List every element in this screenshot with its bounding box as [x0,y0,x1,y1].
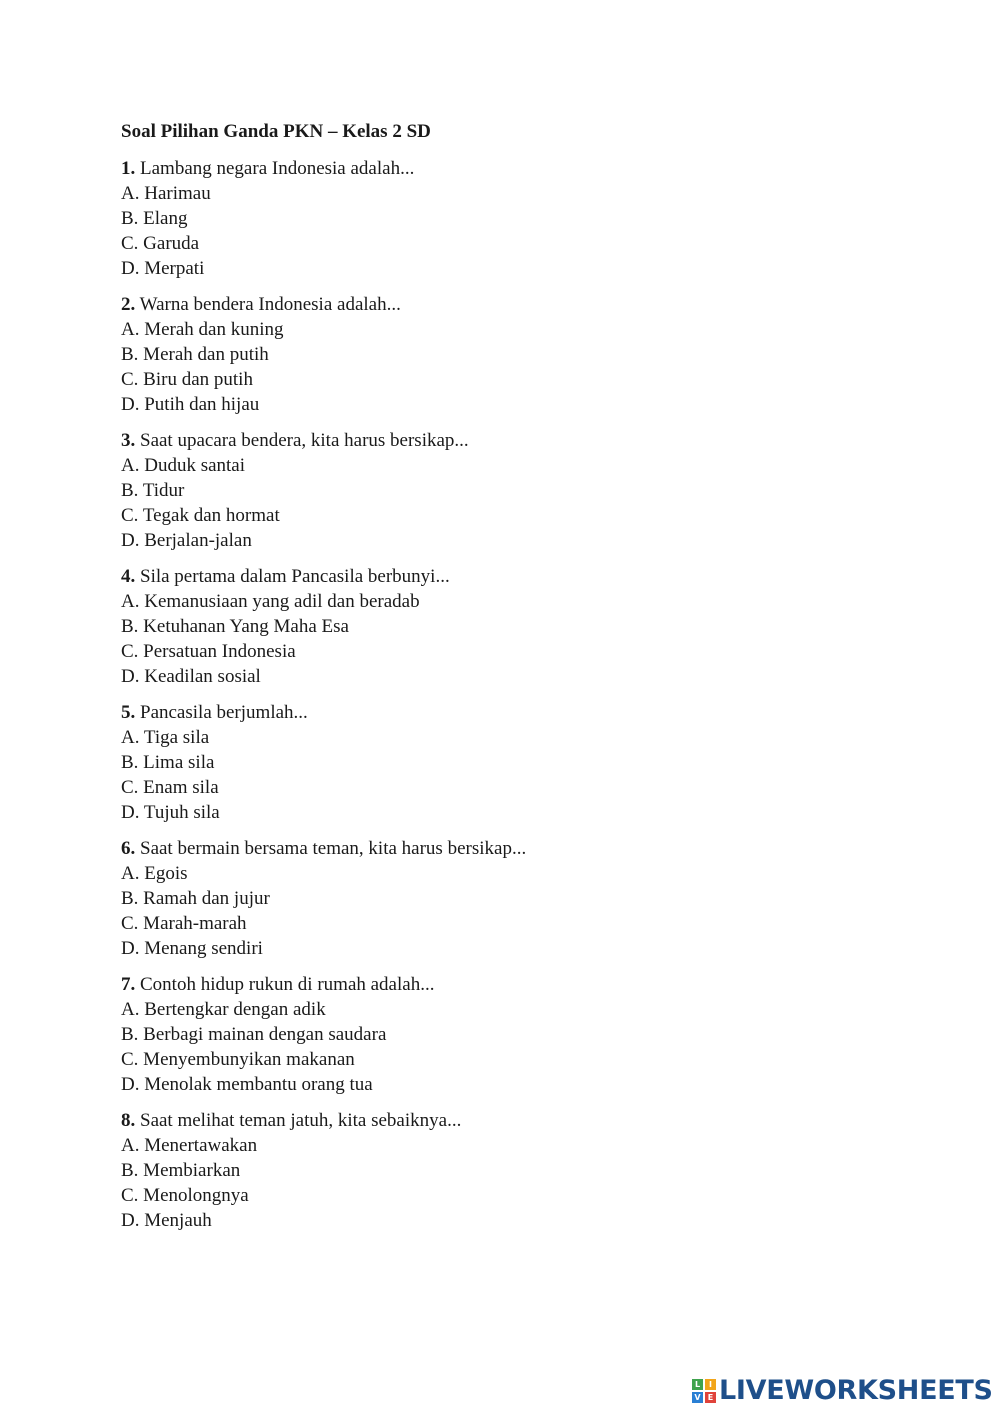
option-c: C. Tegak dan hormat [121,505,280,526]
question-text: Saat bermain bersama teman, kita harus bersikap... [140,838,527,859]
option-a: A. Kemanusiaan yang adil dan beradab [121,591,420,612]
question-number: 4. [121,566,136,587]
question-6 [121,836,901,961]
option-d: D. Putih dan hijau [121,394,260,415]
option-a: A. Duduk santai [121,455,246,476]
option-d: D. Menjauh [121,1210,212,1231]
option-a: A. Bertengkar dengan adik [121,999,326,1020]
option-c: C. Biru dan putih [121,369,253,390]
question-text: Saat melihat teman jatuh, kita sebaiknya... [140,1110,462,1131]
logo-square-orange: I [705,1379,716,1390]
question-1 [121,156,901,281]
logo-square-red: E [705,1392,716,1403]
question-text-row [121,428,901,453]
question-text: Warna bendera Indonesia adalah... [139,294,401,315]
option-a: A. Egois [121,863,188,884]
question-text: Contoh hidup rukun di rumah adalah... [140,974,435,995]
logo-wordmark: LIVEWORKSHEETS [719,1375,993,1406]
option-b: B. Lima sila [121,752,215,773]
question-text: Sila pertama dalam Pancasila berbunyi... [140,566,450,587]
question-text: Lambang negara Indonesia adalah... [140,158,415,179]
option-a: A. Tiga sila [121,727,210,748]
option-a: A. Menertawakan [121,1135,258,1156]
question-text-row [121,564,901,589]
option-b: B. Ketuhanan Yang Maha Esa [121,616,349,637]
option-b: B. Membiarkan [121,1160,241,1181]
question-8 [121,1108,901,1233]
question-text: Saat upacara bendera, kita harus bersikap... [140,430,469,451]
option-d: D. Berjalan-jalan [121,530,252,551]
option-a: A. Harimau [121,183,211,204]
question-number: 2. [121,294,136,315]
option-c: C. Menolongnya [121,1185,249,1206]
question-number: 3. [121,430,136,451]
option-b: B. Merah dan putih [121,344,269,365]
liveworksheets-grid-icon [692,1379,716,1403]
question-2 [121,292,901,417]
page-title: Soal Pilihan Ganda PKN – Kelas 2 SD [121,121,431,142]
logo-square-blue: V [692,1392,703,1403]
question-text-row [121,156,901,181]
question-number: 5. [121,702,136,723]
question-number: 1. [121,158,136,179]
option-c: C. Persatuan Indonesia [121,641,296,662]
option-d: D. Menolak membantu orang tua [121,1074,373,1095]
question-7 [121,972,901,1097]
option-c: C. Garuda [121,233,200,254]
question-text-row [121,1108,901,1133]
option-c: C. Enam sila [121,777,219,798]
option-b: B. Berbagi mainan dengan saudara [121,1024,387,1045]
option-c: C. Menyembunyikan makanan [121,1049,355,1070]
option-b: B. Elang [121,208,188,229]
question-number: 8. [121,1110,136,1131]
question-4 [121,564,901,689]
question-number: 6. [121,838,136,859]
option-c: C. Marah-marah [121,913,247,934]
question-5 [121,700,901,825]
question-text-row [121,972,901,997]
question-text-row [121,700,901,725]
option-d: D. Tujuh sila [121,802,220,823]
option-b: B. Tidur [121,480,185,501]
question-number: 7. [121,974,136,995]
option-b: B. Ramah dan jujur [121,888,270,909]
question-3 [121,428,901,553]
option-d: D. Merpati [121,258,205,279]
liveworksheets-logo [692,1373,993,1409]
option-a: A. Merah dan kuning [121,319,284,340]
question-text: Pancasila berjumlah... [140,702,308,723]
question-text-row [121,292,901,317]
question-text-row [121,836,901,861]
option-d: D. Keadilan sosial [121,666,261,687]
logo-square-green: L [692,1379,703,1390]
option-d: D. Menang sendiri [121,938,263,959]
worksheet-page [121,119,901,1244]
